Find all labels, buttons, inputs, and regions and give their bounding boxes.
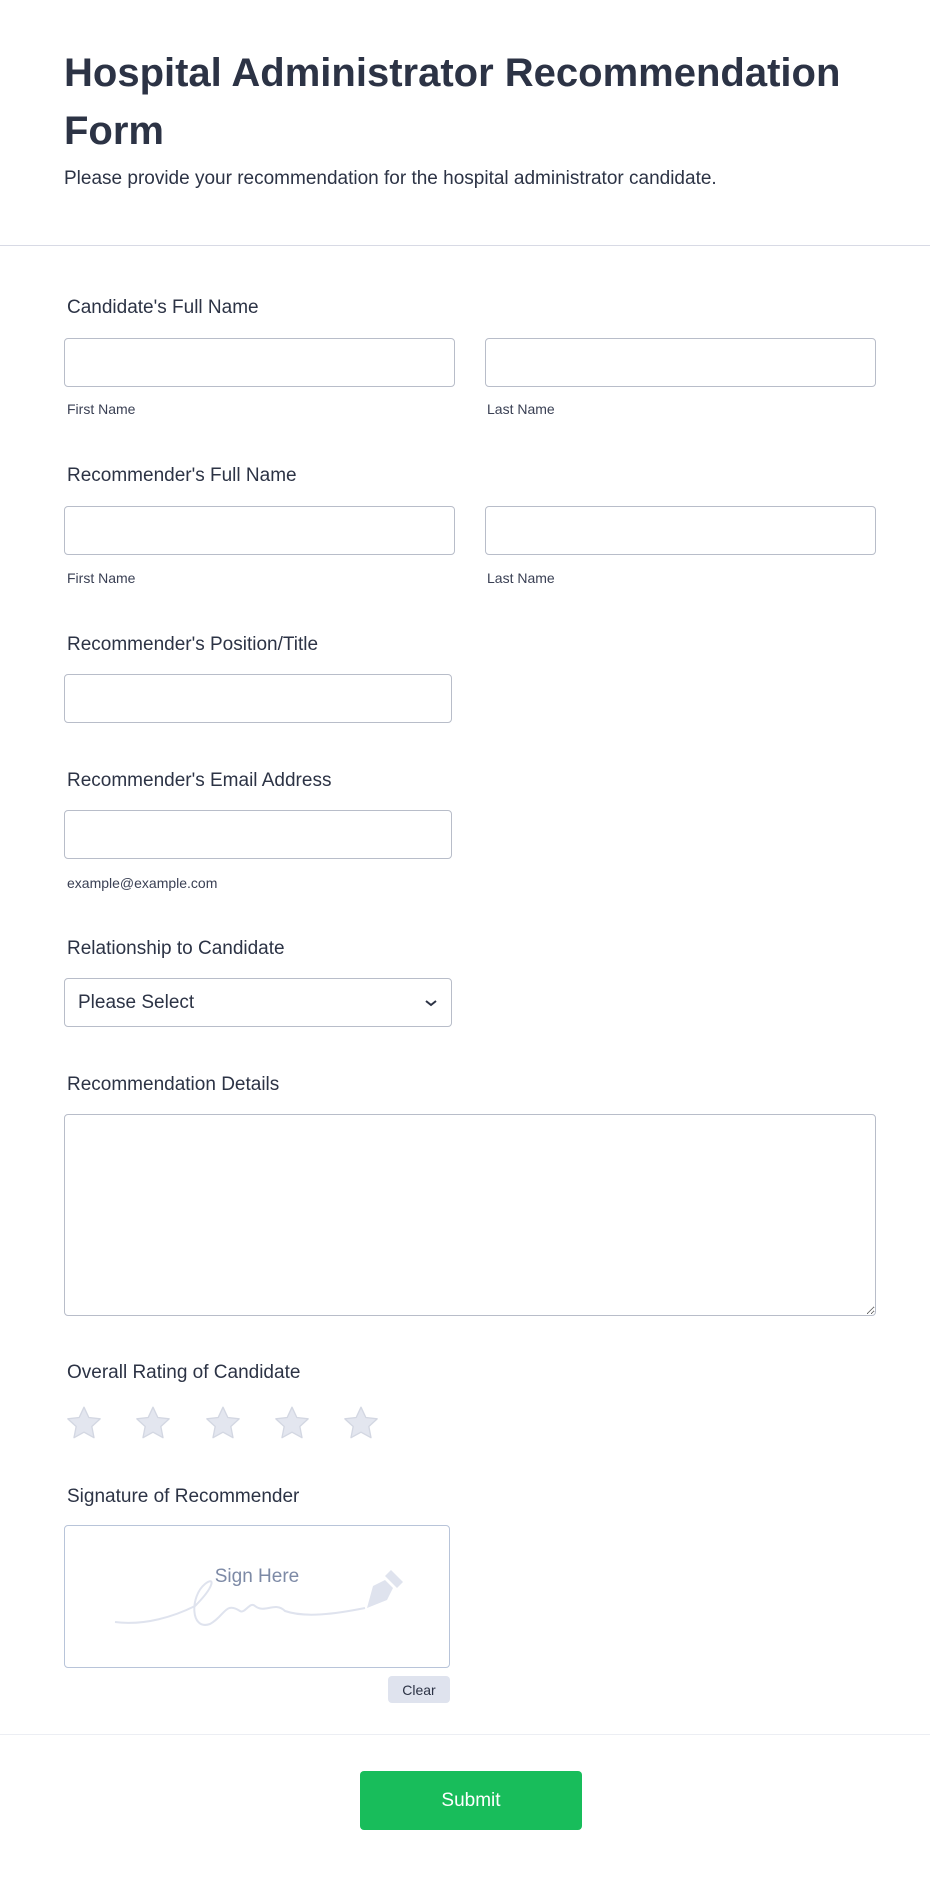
rating-label: Overall Rating of Candidate (67, 1362, 301, 1383)
clear-signature-button[interactable]: Clear (388, 1676, 450, 1703)
header-divider (0, 245, 930, 246)
candidate-name-label: Candidate's Full Name (67, 297, 259, 318)
relationship-selected-value: Please Select (78, 991, 195, 1013)
star-icon[interactable] (272, 1403, 312, 1443)
recommender-name-label: Recommender's Full Name (67, 465, 297, 486)
footer-divider (0, 1734, 930, 1735)
position-input[interactable] (64, 674, 452, 723)
page-title: Hospital Administrator Recommendation Form (64, 51, 841, 153)
details-textarea[interactable] (64, 1114, 876, 1316)
recommender-last-name-input[interactable] (485, 506, 876, 555)
candidate-last-name-input[interactable] (485, 338, 876, 387)
candidate-last-name-sublabel: Last Name (487, 401, 555, 417)
recommender-first-name-input[interactable] (64, 506, 455, 555)
email-label: Recommender's Email Address (67, 770, 332, 791)
star-icon[interactable] (133, 1403, 173, 1443)
candidate-first-name-sublabel: First Name (67, 401, 136, 417)
relationship-select[interactable] (64, 978, 452, 1027)
star-icon[interactable] (64, 1403, 104, 1443)
signature-label: Signature of Recommender (67, 1486, 300, 1507)
star-icon[interactable] (203, 1403, 243, 1443)
details-label: Recommendation Details (67, 1074, 280, 1095)
submit-button[interactable]: Submit (360, 1771, 582, 1830)
star-icon[interactable] (341, 1403, 381, 1443)
candidate-first-name-input[interactable] (64, 338, 455, 387)
chevron-down-icon (424, 998, 438, 1008)
relationship-label: Relationship to Candidate (67, 938, 285, 959)
recommender-last-name-sublabel: Last Name (487, 570, 555, 586)
email-input[interactable] (64, 810, 452, 859)
signature-placeholder: Sign Here (214, 1566, 300, 1587)
signature-pad[interactable] (64, 1525, 450, 1668)
position-label: Recommender's Position/Title (67, 634, 319, 655)
email-sublabel: example@example.com (67, 875, 218, 891)
page-subtitle: Please provide your recommendation for the hospital administrator candidate. (64, 168, 717, 189)
recommender-first-name-sublabel: First Name (67, 570, 136, 586)
